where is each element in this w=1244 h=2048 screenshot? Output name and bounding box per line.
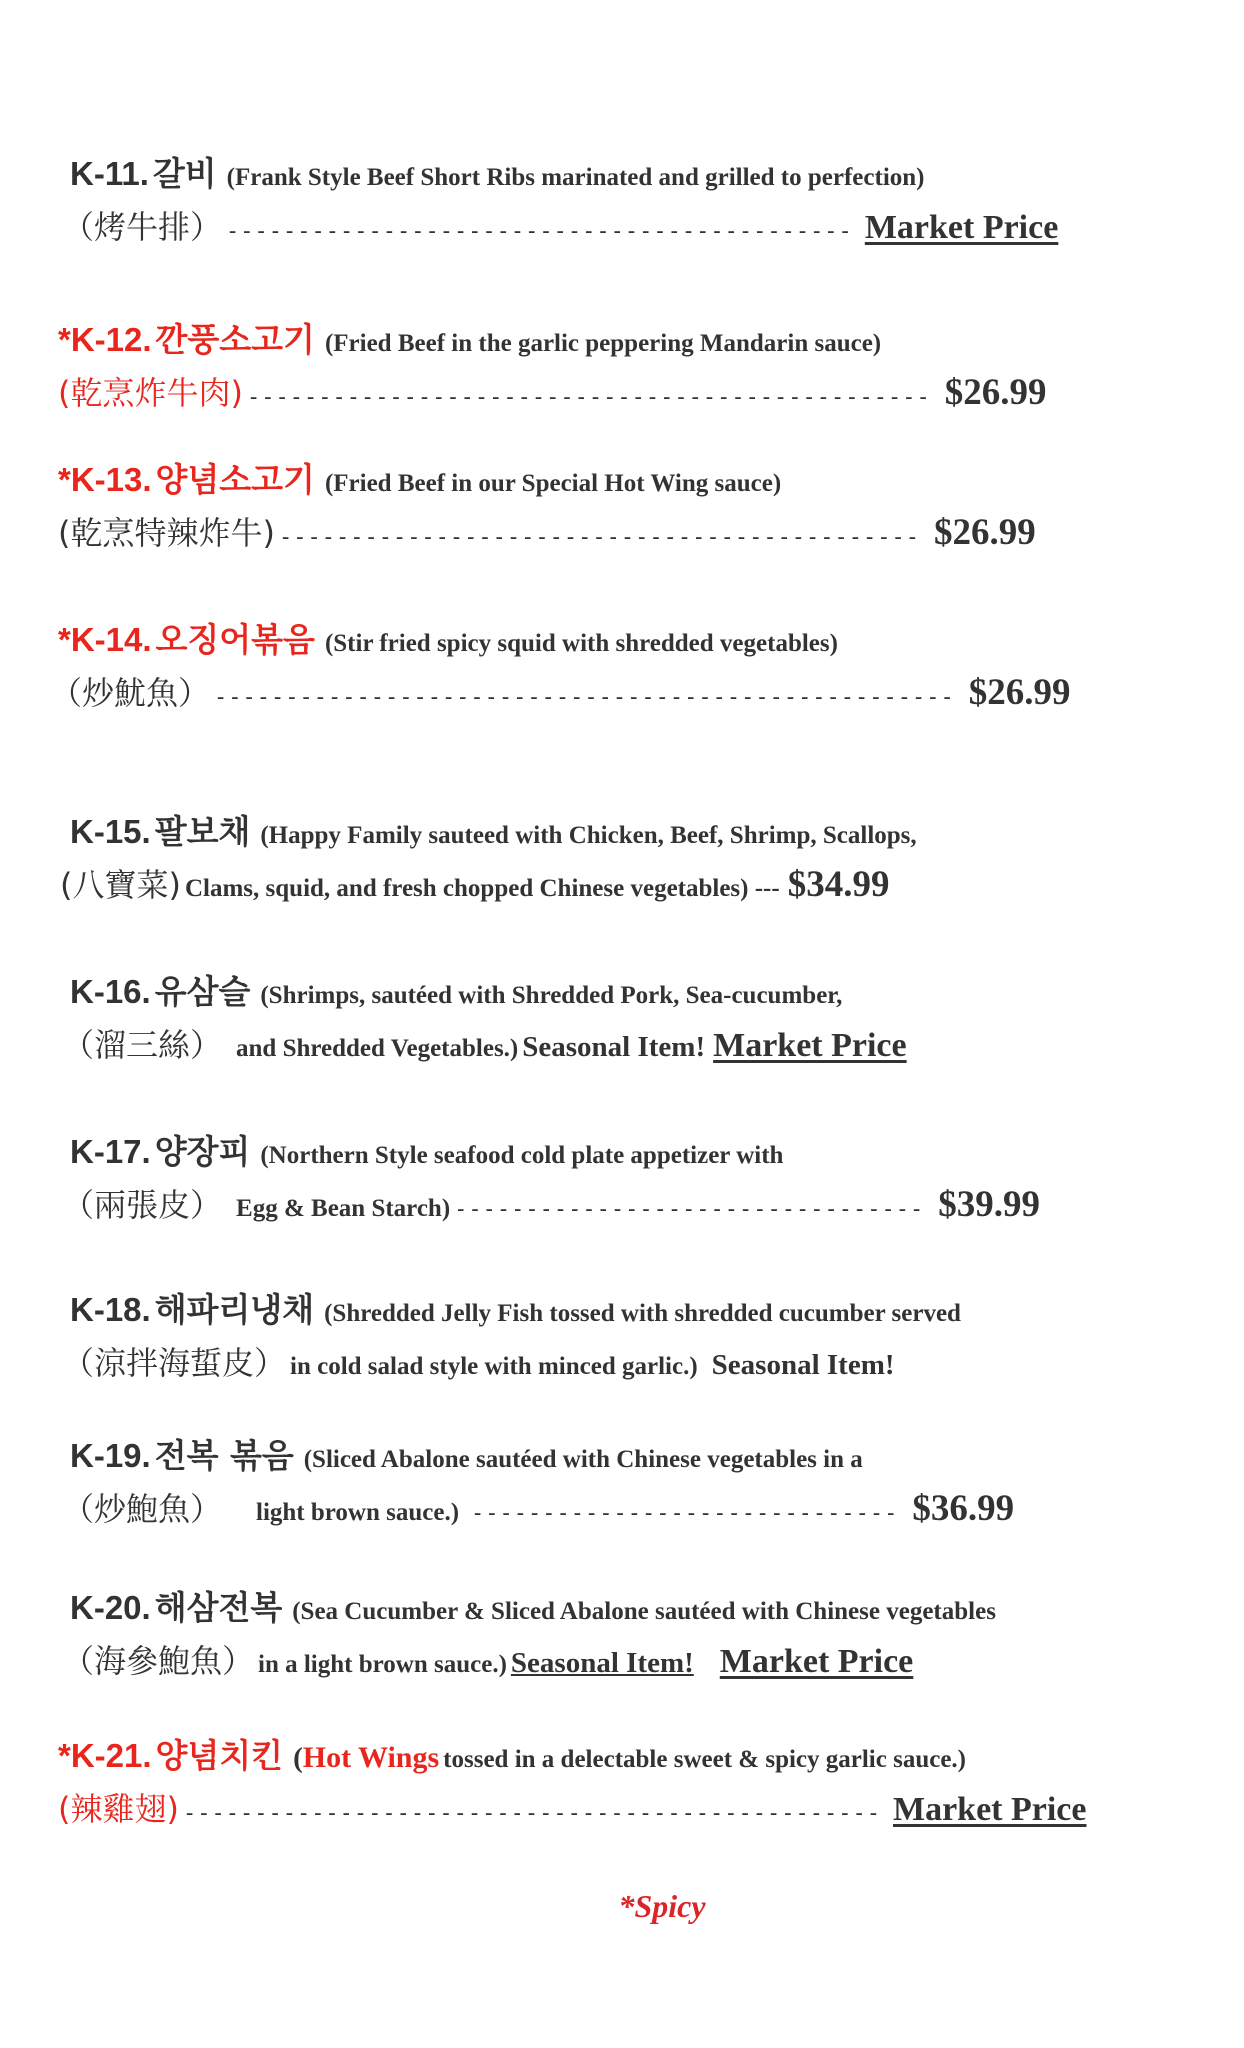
item-description-continued: and Shredded Vegetables.): [236, 1035, 519, 1062]
seasonal-item-label: Seasonal Item!: [711, 1349, 895, 1381]
item-code: K-11.: [70, 155, 149, 192]
item-leader-dashes: --------------------------------------------: [226, 219, 853, 244]
menu-item-header: [58, 454, 1178, 508]
item-description-highlight: Hot Wings: [302, 1741, 440, 1774]
item-price: Market Price: [719, 1643, 914, 1680]
menu-item-price-line: [62, 1636, 1190, 1690]
item-chinese-name: （溜三絲）: [62, 1026, 223, 1064]
spicy-legend-text: *Spicy: [618, 1888, 706, 1924]
menu-item-header: [58, 614, 1178, 668]
menu-item-k14: [50, 614, 1178, 722]
item-korean-name: 해파리냉채: [154, 1290, 315, 1329]
item-code: *K-14.: [58, 621, 152, 658]
item-korean-name: 팔보채: [154, 812, 251, 851]
item-description-continued: Egg & Bean Starch): [236, 1195, 451, 1222]
item-description-continued: in a light brown sauce.): [258, 1651, 507, 1678]
menu-item-price-line: [62, 1180, 1190, 1234]
menu-item-header: [70, 966, 1190, 1020]
menu-item-header: [58, 314, 1178, 368]
item-chinese-name: （海參鮑魚）: [62, 1642, 255, 1680]
item-code: K-18.: [70, 1291, 151, 1328]
item-code: *K-12.: [58, 321, 152, 358]
item-description-continued: Clams, squid, and fresh chopped Chinese vegetables) ---: [184, 875, 780, 902]
item-chinese-name: （兩張皮）: [62, 1186, 223, 1224]
item-description: (Fried Beef in our Special Hot Wing sauce): [324, 470, 782, 497]
menu-item-header: [70, 806, 1190, 860]
item-price: Market Price: [864, 209, 1059, 246]
item-chinese-name: （涼拌海蜇皮）: [62, 1344, 287, 1382]
menu-item-price-line: [60, 860, 1190, 914]
item-leader-dashes: ------------------------------: [471, 1501, 899, 1526]
item-code: K-15.: [70, 813, 151, 850]
item-code: *K-13.: [58, 461, 152, 498]
item-price: Market Price: [713, 1027, 907, 1064]
menu-item-price-line: [62, 1338, 1190, 1392]
seasonal-item-label: Seasonal Item!: [510, 1647, 694, 1679]
menu-item-price-line: [62, 1020, 1190, 1074]
seasonal-item-label: Seasonal Item!: [522, 1031, 706, 1063]
item-description-continued: light brown sauce.): [256, 1499, 460, 1526]
menu-item-header: [70, 1430, 1190, 1484]
item-description: (Northern Style seafood cold plate appetizer with: [260, 1142, 784, 1169]
item-leader-dashes: ---------------------------------------------: [278, 525, 921, 550]
item-price: $39.99: [938, 1184, 1040, 1225]
item-price: $34.99: [787, 864, 890, 905]
item-korean-name: 깐풍소고기: [155, 320, 315, 359]
item-description: (Happy Family sauteed with Chicken, Beef, Shrimp, Scallops,: [260, 822, 917, 849]
item-description: (Shrimps, sautéed with Shredded Pork, Sea-cucumber,: [260, 982, 843, 1009]
item-chinese-name: (八寶菜): [60, 866, 181, 904]
item-leader-dashes: ------------------------------------------------: [246, 385, 931, 410]
menu-item-k12: [58, 314, 1178, 422]
item-korean-name: 해삼전복: [154, 1588, 283, 1627]
item-price: $26.99: [944, 372, 1047, 413]
item-leader-dashes: ----------------------------------------------------: [214, 685, 955, 710]
item-description: (Frank Style Beef Short Ribs marinated and grilled to perfection): [226, 164, 925, 191]
menu-item-price-line: [50, 668, 1178, 722]
item-chinese-name: (乾烹炸牛肉): [58, 374, 243, 412]
item-chinese-name: (乾烹特辣炸牛): [58, 514, 275, 552]
menu-item-price-line: [58, 1784, 1178, 1838]
item-code: K-19.: [70, 1437, 151, 1474]
item-korean-name: 양장피: [154, 1132, 251, 1171]
menu-item-header: [70, 1284, 1190, 1338]
item-leader-dashes: ---------------------------------: [454, 1197, 925, 1222]
menu-item-header: [70, 1582, 1190, 1636]
item-chinese-name: （炒鮑魚）: [62, 1490, 223, 1528]
item-korean-name: 양념치킨: [155, 1736, 284, 1775]
item-price: $26.99: [934, 512, 1036, 553]
item-description: (Stir fried spicy squid with shredded vegetables): [324, 630, 838, 657]
menu-item-k11: [62, 148, 1190, 256]
item-description-open-paren: (: [293, 1742, 303, 1774]
menu-item-price-line: [62, 1484, 1190, 1538]
item-korean-name: 전복 볶음: [154, 1436, 294, 1475]
menu-item-k15: [60, 806, 1190, 914]
item-korean-name: 유삼슬: [154, 972, 251, 1011]
menu-item-header: [58, 1730, 1178, 1784]
item-description: (Sliced Abalone sautéed with Chinese vegetables in a: [303, 1446, 863, 1473]
item-korean-name: 양념소고기: [155, 460, 315, 499]
menu-item-k16: [62, 966, 1190, 1074]
item-chinese-name: （炒魷魚）: [50, 674, 211, 712]
item-code: K-20.: [70, 1589, 151, 1626]
item-chinese-name: （烤牛排）: [62, 208, 223, 246]
menu-item-k13: [58, 454, 1178, 562]
item-price: $36.99: [912, 1488, 1015, 1529]
item-chinese-name: (辣雞翅): [58, 1790, 179, 1828]
item-description: (Fried Beef in the garlic peppering Mandarin sauce): [324, 330, 882, 357]
item-korean-name: 오징어볶음: [155, 620, 315, 659]
item-leader-dashes: -------------------------------------------------: [182, 1801, 881, 1826]
menu-item-k17: [62, 1126, 1190, 1234]
menu-item-price-line: [58, 368, 1178, 422]
menu-item-k21: [58, 1730, 1178, 1838]
menu-item-header: [70, 1126, 1190, 1180]
item-price: Market Price: [893, 1791, 1087, 1828]
item-korean-name: 갈비: [152, 154, 217, 193]
menu-item-k19: [62, 1430, 1190, 1538]
menu-item-price-line: [58, 508, 1178, 562]
menu-item-k18: [62, 1284, 1190, 1392]
spicy-legend: [0, 1888, 1244, 1925]
item-description-continued: in cold salad style with minced garlic.): [290, 1353, 698, 1380]
menu-item-k20: [62, 1582, 1190, 1690]
item-description: (Sea Cucumber & Sliced Abalone sautéed with Chinese vegetables: [292, 1598, 996, 1625]
item-price: $26.99: [968, 672, 1071, 713]
menu-item-price-line: [62, 202, 1190, 256]
item-code: K-16.: [70, 973, 151, 1010]
item-code: K-17.: [70, 1133, 151, 1170]
item-description: (Shredded Jelly Fish tossed with shredded cucumber served: [324, 1300, 961, 1327]
item-code: *K-21.: [58, 1737, 152, 1774]
menu-item-header: [70, 148, 1190, 202]
item-description: tossed in a delectable sweet & spicy garlic sauce.): [443, 1746, 966, 1773]
